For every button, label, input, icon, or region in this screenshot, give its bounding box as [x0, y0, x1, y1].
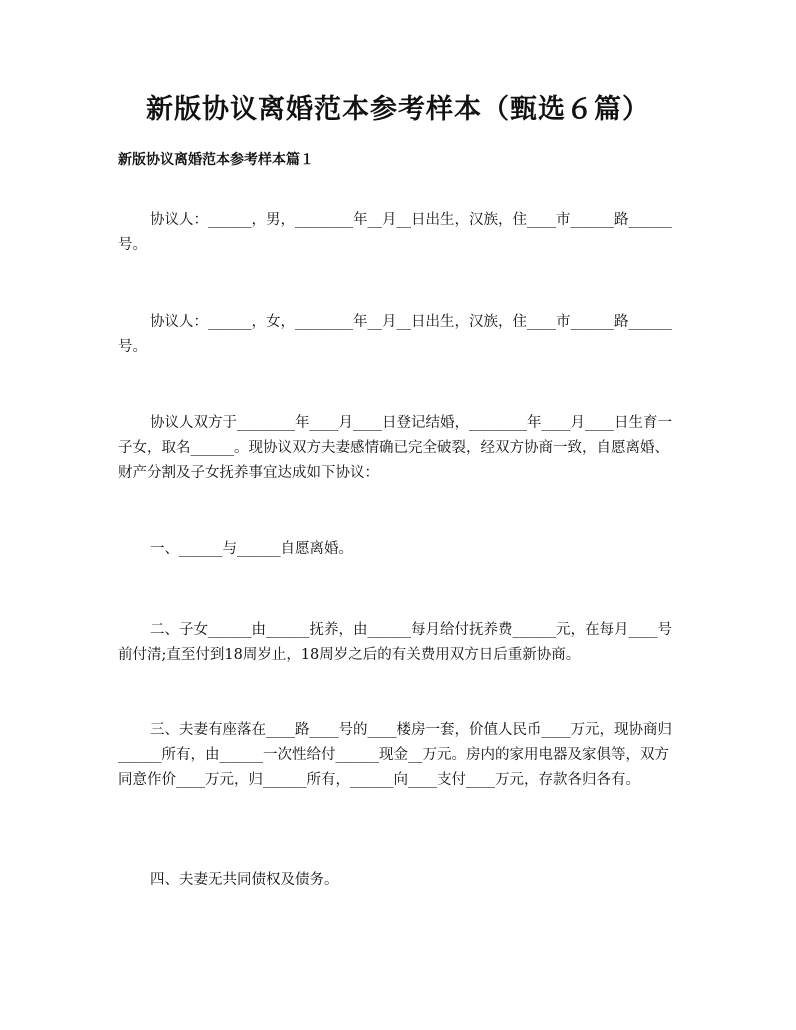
clause-two: 二、子女______由______抚养，由______每月给付抚养费______元，在每月____号前付清;直至付到18周岁止，18周岁之后的有关费用双方日后重新协商。 [118, 622, 672, 663]
clause-four: 四、夫妻无共同债权及债务。 [150, 872, 339, 888]
document-title: 新版协议离婚范本参考样本（甄选６篇） [146, 94, 650, 125]
paragraph-party-female: 协议人：______，女，________年__月__日出生，汉族，住____市______路______号。 [118, 314, 672, 355]
clause-three: 三、夫妻有座落在____路____号的____楼房一套，价值人民币____万元，现协商归______所有，由______一次性给付______现金__万元。房内的家用电器及家俱等，双方同意作价____万元，归______所有，______向____支付____万元，存款各归各有。 [118, 722, 672, 788]
clause-one: 一、______与______自愿离婚。 [150, 541, 353, 557]
section-heading: 新版协议离婚范本参考样本篇１ [118, 152, 314, 168]
paragraph-party-male: 协议人：______，男，________年__月__日出生，汉族，住____市______路______号。 [118, 212, 672, 253]
paragraph-marriage-info: 协议人双方于________年____月____日登记结婚，________年____月____日生育一子女，取名______。现协议双方夫妻感情确已完全破裂，经双方协商一致，自愿离婚、财产分割及子女抚养事宜达成如下协议： [118, 415, 672, 481]
